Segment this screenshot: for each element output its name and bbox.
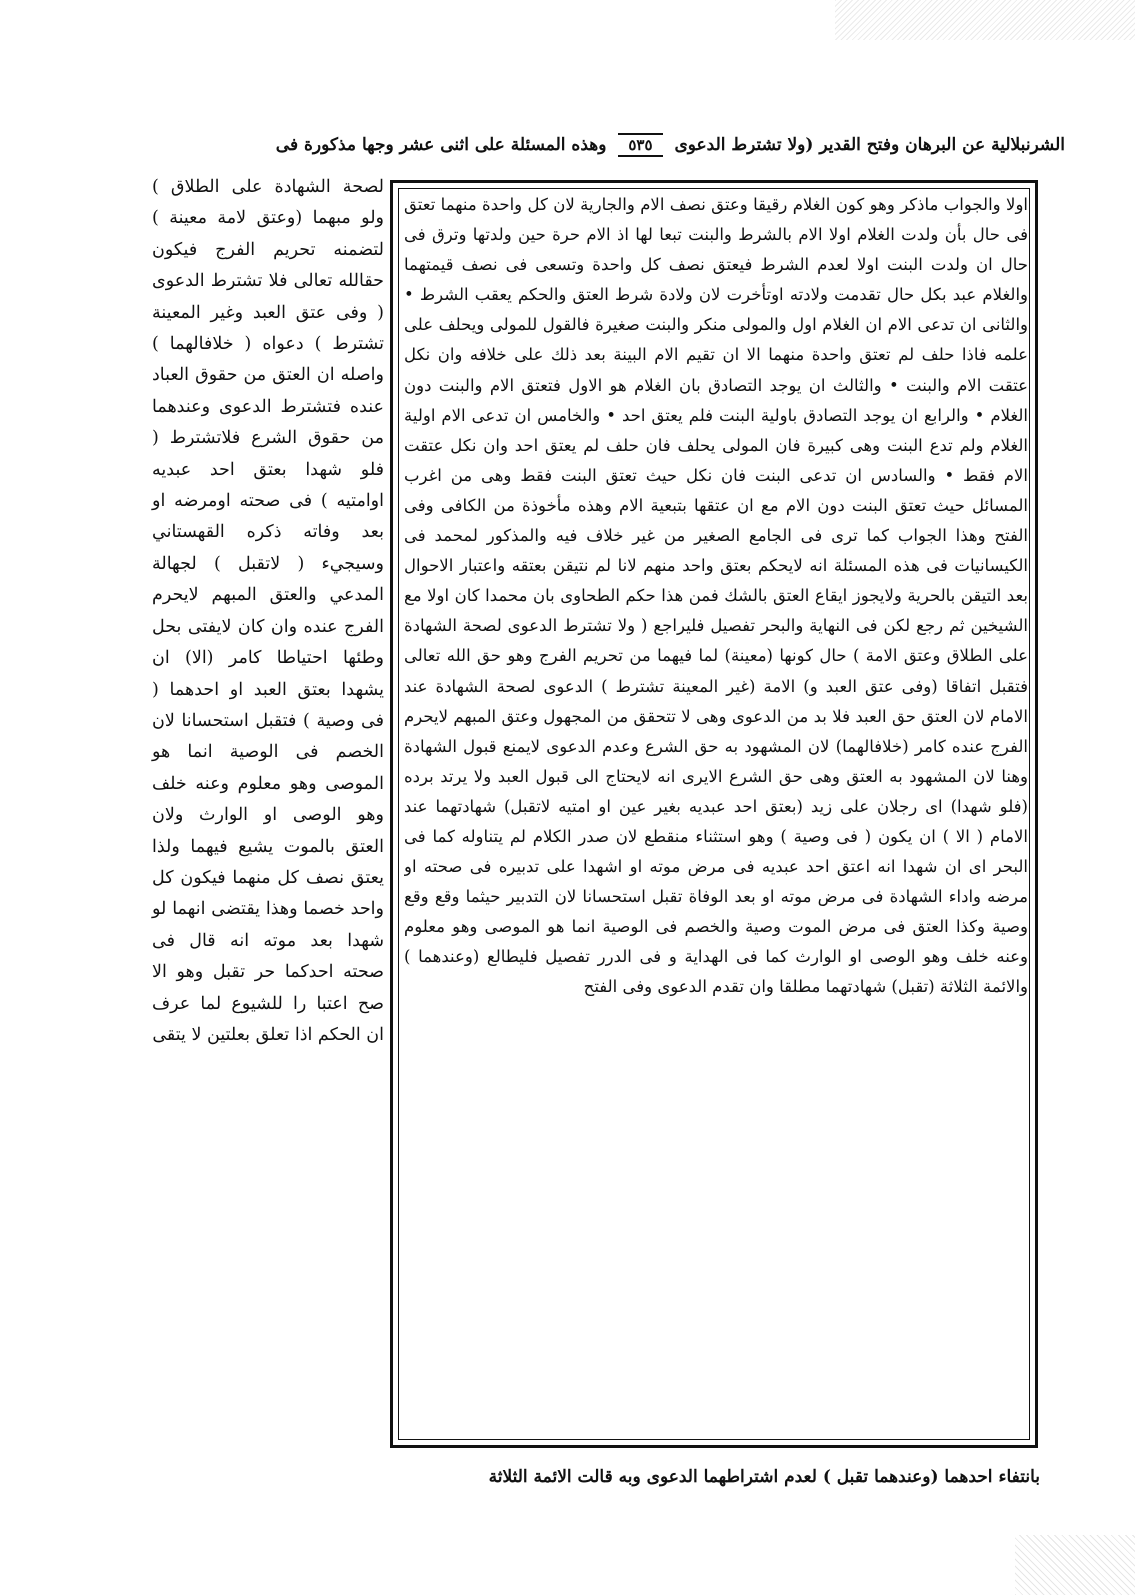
running-header xyxy=(145,128,1065,162)
page-number: ٥٣٥ xyxy=(618,133,662,157)
header-left-text: وهذه المسئلة على اثنى عشر وجها مذكورة فى xyxy=(275,135,607,155)
footer-text: بانتفاء احدهما (وعندهما تقبل ) لعدم اشتراطهما الدعوى وبه قالت الائمة الثلاثة xyxy=(488,1467,1040,1487)
side-commentary-column xyxy=(152,172,384,1458)
main-commentary-column xyxy=(404,190,1028,1438)
main-commentary-text: اولا والجواب ماذكر وهو كون الغلام رقيقا وعتق نصف الام والجارية لان كل واحدة منهما تعتق فى حال بأن ولدت الغلام اولا الام بالشرط والبنت تبعا لها اذ الام حرة حين ولدتها وترق فى حال ان ولدت البنت اولا لعدم الشرط فيعتق نصف كل واحدة وتسعى فى نصف قيمتهما والغلام عبد بكل حال تقدمت ولادته اوتأخرت لان ولادة شرط العتق والحكم يعقب الشرط • والثانى ان تدعى الام ان الغلام اول والمولى منكر والبنت صغيرة فالقول للمولى ويحلف على علمه فاذا حلف لم تعتق واحدة منهما الا ان تقيم الام البينة بعد ذلك على خلافه وان نكل عتقت الام والبنت • والثالث ان يوجد التصادق بان الغلام هو الاول فتعتق الام والبنت دون الغلام • والرابع ان يوجد التصادق باولية البنت فلم يعتق احد • والخامس ان تدعى الام اولية الغلام ولم تدع البنت وهى كبيرة فان المولى يحلف فان حلف لم يعتق احد وان نكل عتقت الام فقط • والسادس ان تدعى البنت فان نكل حيث تعتق البنت فقط وهى من اغرب المسائل حيث تعتق البنت دون الام مع ان عتقها بتبعية الام وهذه مأخوذة من الكافى وفى الفتح وهذا الجواب كما ترى فى الجامع الصغير من غير خلاف فيه والمذكور لمحمد فى الكيسانيات فى هذه المسئلة انه لايحكم بعتق واحد منهم لانا لم نتيقن بعتقه واعتبار الاحوال بعد التيقن بالحرية ولايجوز ايقاع العتق بالشك فمن هذا حكم الطحاوى بان محمدا كان اولا مع الشيخين ثم رجع لكن فى النهاية والبحر تفصيل فليراجع ( ولا تشترط الدعوى لصحة الشهادة على الطلاق وعتق الامة ) حال كونها (معينة) لما فيهما من تحريم الفرج وهو حق الله تعالى فتقبل اتفاقا (وفى عتق العبد و) الامة (غير المعينة تشترط ) الدعوى لصحة الشهادة عند الامام لان العتق حق العبد فلا بد من الدعوى وهى لا تتحقق من المجهول وعتق المبهم لايحرم الفرج عنده كامر (خلافالهما) لان المشهود به حق الشرع وعدم الدعوى لايمنع قبول الشهادة وهنا لان المشهود به العتق وهى حق الشرع الايرى انه لايحتاج الى قبول العبد ولا يرتد برده (فلو شهدا) اى رجلان على زيد (بعتق احد عبديه بغير عين او امتيه لاتقبل) شهادتهما عند الامام ( الا ) ان يكون ( فى وصية ) وهو استثناء منقطع لان صدر الكلام لم يتناوله كما فى البحر اى ان شهدا انه اعتق احد عبديه فى مرض موته او اشهدا على تدبيره فى صحته او مرضه واداء الشهادة فى مرض موته او بعد الوفاة تقبل استحسانا لان التدبير حيثما وقع وقع وصية وكذا العتق فى مرض الموت وصية والخصم فى الوصية انما هو الموصى وهو معلوم وعنه خلف وهو الوصى او الوارث كما فى الهداية و فى الدرر تفصيل فليطالع (وعندهما ) والائمة الثلاثة (تقبل) شهادتهما مطلقا وان تقدم الدعوى وفى الفتح xyxy=(404,195,1028,997)
side-commentary-text: لصحة الشهادة على الطلاق ) ولو مبهما (وعتق لامة معينة ) لتضمنه تحريم الفرج فيكون حقالله تعالى فلا تشترط الدعوى ( وفى عتق العبد وغير المعينة تشترط ) دعواه ( خلافالهما ) واصله ان العتق من حقوق العباد عنده فتشترط الدعوى وعندهما من حقوق الشرع فلاتشترط ( فلو شهدا بعتق احد عبديه اوامتيه ) فى صحته اومرضه او بعد وفاته ذكره القهستاني وسيجيء ( لاتقبل ) لجهالة المدعي والعتق المبهم لايحرم الفرج عنده وان كان لايفتى بحل وطئها احتياطا كامر (الا) ان يشهدا بعتق العبد او احدهما ( فى وصية ) فتقبل استحسانا لان الخصم فى الوصية انما هو الموصى وهو معلوم وعنه خلف وهو الوصى او الوارث ولان العتق بالموت يشيع فيهما ولذا يعتق نصف كل منهما فيكون كل واحد خصما وهذا يقتضى انهما لو شهدا بعد موته انه قال فى صحته احدكما حر تقبل وهو الا صح اعتبا را للشيوع لما عرف ان الحكم اذا تعلق بعلتين لا يتقى xyxy=(152,177,384,1045)
scan-noise xyxy=(835,0,1135,40)
footer-text-line xyxy=(400,1460,1040,1494)
scan-noise-corner xyxy=(1015,1535,1135,1595)
header-right-text: الشرنبلالية عن البرهان وفتح القدير (ولا تشترط الدعوى xyxy=(674,135,1065,155)
